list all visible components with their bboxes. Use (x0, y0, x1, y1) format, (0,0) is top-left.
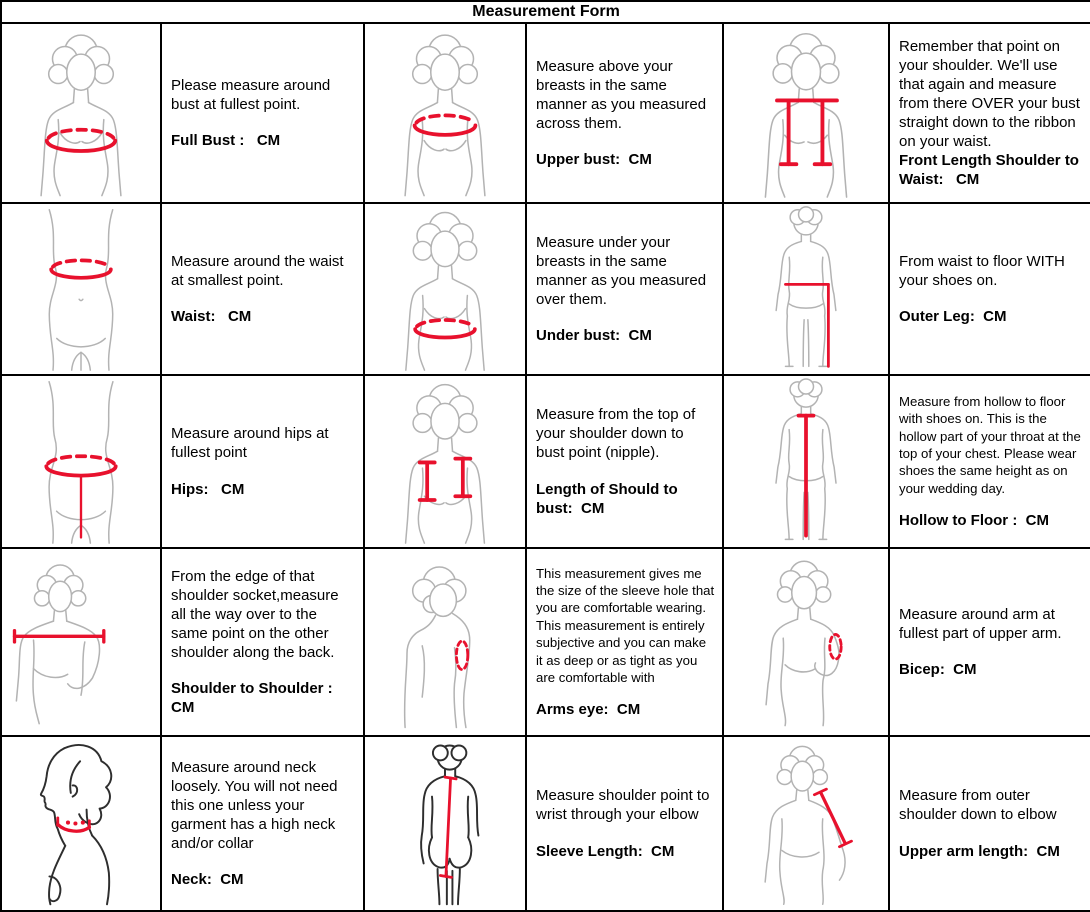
full-bust-label: Full Bust : CM (171, 132, 281, 150)
under-bust-label: Under bust: CM (536, 327, 652, 345)
cell-arms-eye-figure (364, 548, 526, 736)
cell-shoulder-to-shoulder-figure (1, 548, 161, 736)
front-length-desc: Remember that point on your shoulder. We'll use that again and measure from there OVER your bust straight down to the ribbon on your waist. (899, 37, 1080, 151)
waist-figure (5, 206, 157, 372)
form-title: Measurement Form (1, 1, 1090, 23)
cell-bicep-text (889, 548, 1090, 736)
cell-upper-arm-length-figure (723, 736, 889, 911)
hips-label: Hips: CM (171, 480, 245, 498)
cell-upper-arm-length-text (889, 736, 1090, 911)
front-length-label: Front Length Shoulder to Waist: CM (899, 152, 1084, 189)
hips-figure (5, 378, 157, 545)
cell-upper-bust-figure (364, 23, 526, 203)
cell-front-length-text (889, 23, 1090, 203)
front-length-shoulder-to-waist-figure (728, 27, 884, 199)
shoulder-to-shoulder-label: Shoulder to Shoulder : CM (171, 680, 337, 717)
neck-figure (5, 739, 157, 908)
cell-under-bust-figure (364, 203, 526, 375)
cell-shoulder-to-bust-figure (364, 375, 526, 548)
upper-bust-label: Upper bust: CM (536, 151, 652, 169)
cell-front-length-figure (723, 23, 889, 203)
outer-leg-label: Outer Leg: CM (899, 308, 1007, 326)
cell-hollow-to-floor-text (889, 375, 1090, 548)
hollow-to-floor-label: Hollow to Floor : CM (899, 512, 1049, 530)
bicep-label: Bicep: CM (899, 661, 977, 679)
sleeve-length-figure (369, 739, 521, 908)
bicep-desc: Measure around arm at fullest part of upper arm. (899, 605, 1062, 642)
upper-arm-length-figure (730, 739, 882, 908)
cell-shoulder-to-bust-text (526, 375, 723, 548)
upper-bust-figure (369, 27, 521, 199)
cell-upper-bust-text (526, 23, 723, 203)
shoulder-to-bust-label: Length of Should to bust: CM (536, 480, 682, 517)
cell-bicep-figure (723, 548, 889, 736)
under-bust-desc: Measure under your breasts in the same manner as you measured over them. (536, 233, 707, 309)
cell-hips-figure (1, 375, 161, 548)
under-bust-figure (369, 206, 521, 372)
upper-arm-length-label: Upper arm length: CM (899, 842, 1060, 860)
outer-leg-desc: From waist to floor WITH your shoes on. (899, 252, 1065, 289)
arms-eye-figure (369, 551, 521, 733)
full-bust-desc: Please measure around bust at fullest point. (171, 76, 331, 113)
shoulder-to-bust-desc: Measure from the top of your shoulder down to bust point (nipple). (536, 406, 696, 462)
neck-desc: Measure around neck loosely. You will not need this one unless your garment has a high neck and/or collar (171, 758, 338, 853)
cell-neck-figure (1, 736, 161, 911)
shoulder-to-shoulder-figure (5, 551, 157, 733)
neck-label: Neck: CM (171, 871, 244, 889)
shoulder-to-bust-figure (369, 378, 521, 545)
cell-full-bust-text (161, 23, 364, 203)
cell-outer-leg-text (889, 203, 1090, 375)
cell-sleeve-length-figure (364, 736, 526, 911)
cell-sleeve-length-text (526, 736, 723, 911)
cell-under-bust-text (526, 203, 723, 375)
bicep-figure (730, 551, 882, 733)
upper-arm-length-desc: Measure from outer shoulder down to elbow (899, 787, 1057, 824)
hollow-to-floor-figure (731, 378, 881, 545)
cell-full-bust-figure (1, 23, 161, 203)
shoulder-to-shoulder-desc: From the edge of that shoulder socket,measure all the way over to the same point on the other shoulder along the back. (171, 567, 339, 662)
arms-eye-desc: This measurement gives me the size of the sleeve hole that you are comfortable wearing. This measurement is entirely subjective and you can make it as deep or as tight as you are comfortable with (536, 565, 715, 686)
hollow-to-floor-desc: Measure from hollow to floor with shoes on. This is the hollow part of your throat at the top of your chest. Please wear shoes the same height as on your wedding day. (899, 393, 1081, 496)
waist-desc: Measure around the waist at smallest point. (171, 252, 344, 289)
arms-eye-label: Arms eye: CM (536, 701, 641, 719)
waist-label: Waist: CM (171, 308, 252, 326)
cell-waist-text (161, 203, 364, 375)
sleeve-length-label: Sleeve Length: CM (536, 842, 675, 860)
cell-neck-text (161, 736, 364, 911)
cell-waist-figure (1, 203, 161, 375)
sleeve-length-desc: Measure shoulder point to wrist through your elbow (536, 787, 710, 824)
full-bust-figure (5, 27, 157, 199)
upper-bust-desc: Measure above your breasts in the same manner as you measured across them. (536, 57, 707, 133)
outer-leg-figure (731, 206, 881, 372)
cell-arms-eye-text (526, 548, 723, 736)
cell-shoulder-to-shoulder-text (161, 548, 364, 736)
cell-hollow-to-floor-figure (723, 375, 889, 548)
hips-desc: Measure around hips at fullest point (171, 425, 329, 462)
cell-outer-leg-figure (723, 203, 889, 375)
cell-hips-text (161, 375, 364, 548)
